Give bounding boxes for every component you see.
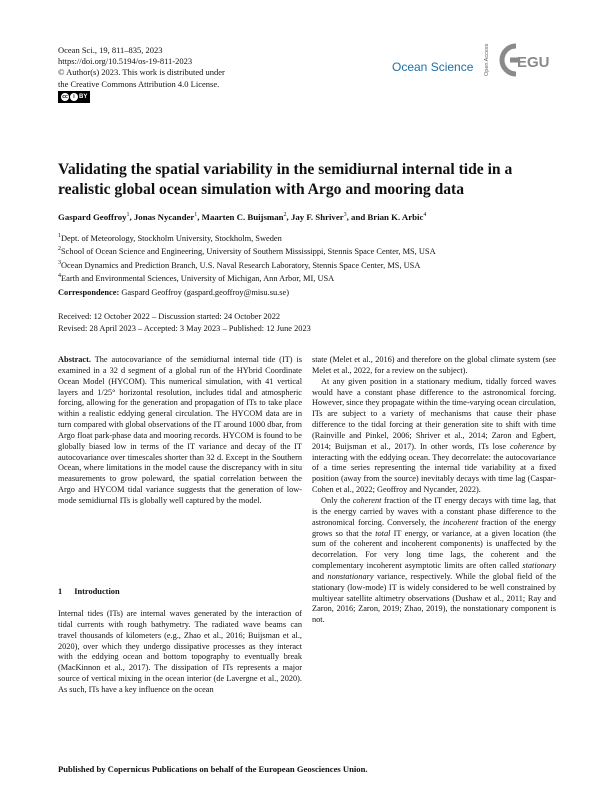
egu-logo-icon: [498, 42, 550, 78]
intro-text: Internal tides (ITs) are internal waves generated by the interaction of tidal currents with rough bathymetry. The radiated wave beams can travel thousands of kilometers (e.g., Zhao et al., 2016; Buijsman et al., 2020), over which they undergo dissipative processes as they interact with the eddying ocean and bottom topography to eventually break (MacKinnon et al., 2017). The dissipation of ITs represents a major source of vertical mixing in the ocean interior (de Lavergne et al., 2020). As such, ITs have a key influence on the ocean: [58, 609, 302, 694]
paragraph: At any given position in a stationary medium, tidally forced waves would have a constant phase difference to the astronomical forcing. However, since they propagate within the time-varying ocean circulation, ITs are subject to a variety of mechanisms that cause their phase difference to the tidal forcing at their generation site to shift with time (Rainville and Pinkel, 2006; Shriver et al., 2014; Zaron and Egbert, 2014; Buijsman et al., 2017). In other words, ITs lose coherence by interacting with the eddying ocean. They decorrelate: the autocovariance of a time series representing the internal tide variability at a fixed position (away from the source) inevitably decays with time lag (Caspar-Cohen et al., 2022; Geoffroy and Nycander, 2022).: [312, 376, 557, 495]
abstract-text: The autocovariance of the semidiurnal internal tide (IT) is examined in a 32 d segment of a global run of the HYbrid Coordinate Ocean Model (HYCOM). This numerical simulation, with 41 vertical layers and 1/25° horizontal resolution, includes tidal and atmospheric forcing, allowing for the generation and propagation of ITs to take place within a realistic eddying general circulation. The HYCOM data are in turn compared with global observations of the IT around 1000 dbar, from Argo float park-phase data and mooring records. HYCOM is found to be globally biased low in terms of the IT variance and decay of the IT autocovariance over timescales shorter than 32 d. Except in the Southern Ocean, where limitations in the model cause the discrepancy with in situ measurements to grow poleward, the spatial correlation between the Argo and HYCOM tidal variance suggests that the generation of low-mode semidiurnal ITs is globally well captured by the model.: [58, 355, 302, 505]
section-number: 1: [58, 587, 63, 596]
publication-dates: [58, 311, 311, 335]
correspondence-label: Correspondence:: [58, 288, 120, 297]
journal-name: Ocean Science: [392, 60, 474, 74]
author-affiliation-ref: 4: [423, 212, 427, 219]
section-heading: [58, 587, 120, 596]
author-name: Gaspard Geoffroy: [58, 212, 127, 222]
egu-logo-block: [484, 38, 550, 82]
copyright-line-1: © Author(s) 2023. This work is distributed under: [58, 67, 225, 78]
paragraph: state (Melet et al., 2016) and therefore on the global climate system (see Melet et al., 2022, for a review on the subject).: [312, 355, 556, 375]
intro-paragraph: [58, 609, 302, 696]
dates-published: Revised: 28 April 2023 – Accepted: 3 May 2023 – Published: 12 June 2023: [58, 324, 311, 333]
correspondence: [58, 288, 289, 297]
affiliation: $^3$Ocean Dynamics and Prediction Branch, U.S. Naval Research Laboratory, Stennis Space Center, MS, USA: [58, 259, 421, 270]
affiliation: $^4$Earth and Environmental Sciences, University of Michigan, Ann Arbor, MI, USA: [58, 273, 335, 283]
cc-label: BY: [79, 93, 88, 100]
affiliation: $^1$Dept. of Meteorology, Stockholm University, Stockholm, Sweden: [58, 233, 282, 243]
cc-by-license-badge[interactable]: [58, 91, 90, 103]
abstract: [58, 355, 302, 507]
affiliations: [58, 231, 436, 285]
author-affiliation-ref: 3: [343, 212, 347, 219]
citation-block: [58, 45, 225, 103]
doi-link[interactable]: https://doi.org/10.5194/os-19-811-2023: [58, 56, 193, 67]
author-name: Jay F. Shriver: [290, 212, 344, 222]
paragraph: Only the coherent fraction of the IT energy decays with time lag, that is the energy carried by waves with a constant phase difference to the astronomical forcing. Conversely, the incoherent fraction of the energy grows so that the total IT energy, or variance, at a given location (the sum of the coherent and incoherent components) is unaffected by the decorrelation. For very long time lags, the coherent and the complementary incoherent asymptotic limits are often called stationary and nonstationary variance, respectively. While the global field of the stationary (low-mode) IT is widely considered to be well constrained by multiyear satellite altimetry observations (Dushaw et al., 2011; Ray and Zaron, 2016; Zaron, 2019; Zhao, 2019), the nonstationary component is not.: [312, 495, 557, 625]
cc-icon: cc: [62, 93, 68, 100]
author-list: Gaspard Geoffroy$^1$, Jonas Nycander$^1$, Maarten C. Buijsman$^2$, Jay F. Shriver$^3$, and Brian K. Arbic$^4$: [58, 212, 427, 222]
author-affiliation-ref: 1: [194, 212, 198, 219]
paper-title: Validating the spatial variability in the semidiurnal internal tide in a realistic global ocean simulation with Argo and mooring data: [58, 161, 513, 198]
dates-received: Received: 12 October 2022 – Discussion started: 24 October 2022: [58, 312, 281, 321]
journal-citation: Ocean Sci., 19, 811–835, 2023: [58, 45, 163, 55]
author-name: Jonas Nycander: [133, 212, 195, 222]
open-access-label: Open Access: [484, 43, 490, 77]
egu-logo-text: EGU: [517, 54, 550, 71]
section-title: Introduction: [74, 587, 120, 596]
author-affiliation-ref: 2: [283, 212, 287, 219]
affiliation: $^2$School of Ocean Science and Engineering, University of Southern Mississippi, Stennis Space Center, MS, USA: [58, 246, 436, 257]
abstract-label: Abstract.: [58, 355, 91, 364]
publisher-footer: Published by Copernicus Publications on behalf of the European Geosciences Union.: [58, 764, 368, 774]
copyright-line-2: the Creative Commons Attribution 4.0 License.: [58, 78, 220, 89]
author-affiliation-ref: 1: [126, 212, 130, 219]
author-name: Brian K. Arbic: [367, 212, 424, 222]
correspondence-email[interactable]: Gaspard Geoffroy (gaspard.geoffroy@misu.su.se): [121, 288, 290, 297]
right-column: [312, 355, 556, 626]
by-person-icon: i: [70, 93, 78, 101]
author-name: Maarten C. Buijsman: [201, 212, 284, 222]
